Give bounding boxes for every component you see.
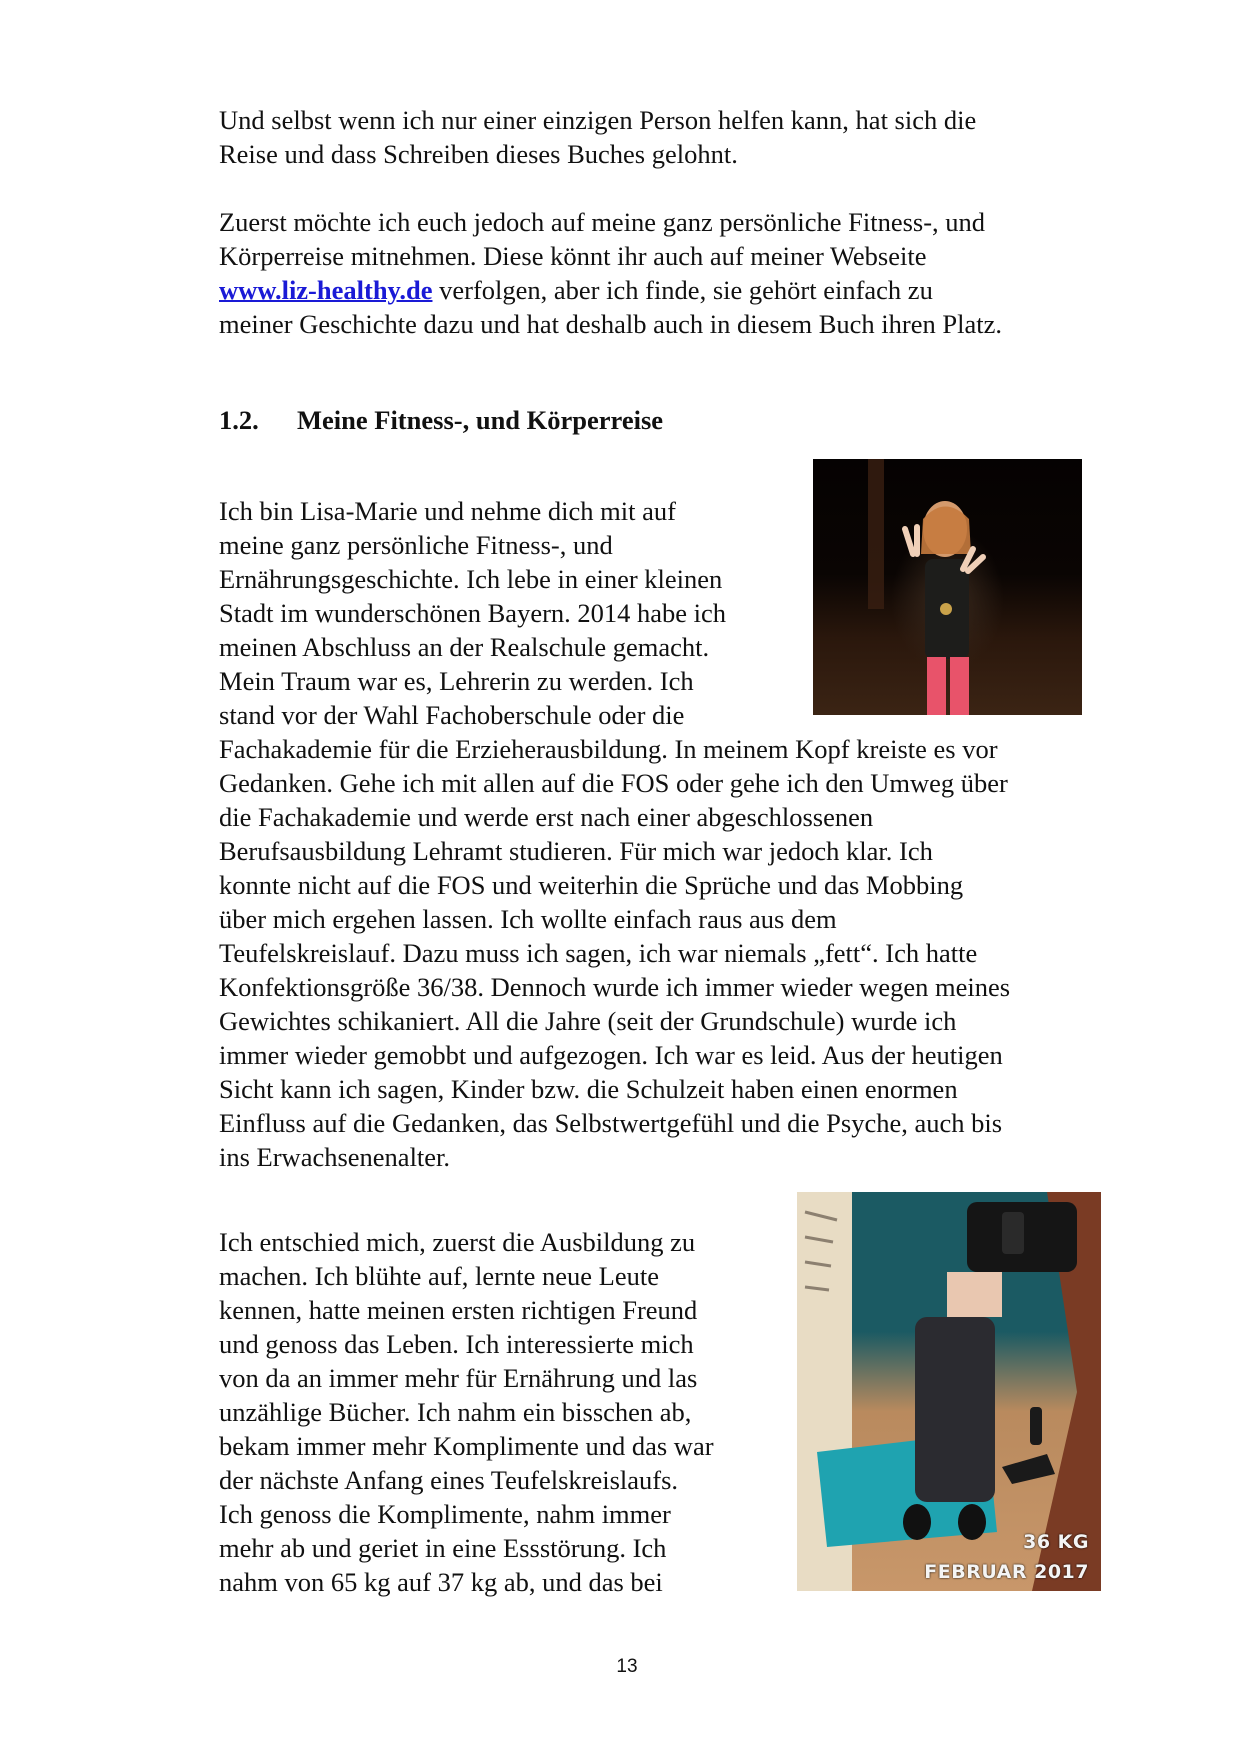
paragraph-line: Gedanken. Gehe ich mit allen auf die FOS oder gehe ich den Umweg über <box>219 768 1008 798</box>
paragraph-line: Gewichtes schikaniert. All die Jahre (seit der Grundschule) wurde ich <box>219 1006 957 1036</box>
paragraph-line: Reise und dass Schreiben dieses Buches gelohnt. <box>219 139 738 169</box>
paragraph-line: die Fachakademie und werde erst nach einer abgeschlossenen <box>219 802 874 832</box>
photo-mirror-selfie <box>797 1192 1101 1591</box>
photo-night-forest <box>813 459 1082 715</box>
paragraph-line: mehr ab und geriet in eine Essstörung. Ich <box>219 1533 667 1563</box>
paragraph-line: ins Erwachsenenalter. <box>219 1142 451 1172</box>
paragraph-line: meinen Abschluss an der Realschule gemacht. <box>219 632 710 662</box>
paragraph-line: Stadt im wunderschönen Bayern. 2014 habe ich <box>219 598 727 628</box>
paragraph-line: Ich genoss die Komplimente, nahm immer <box>219 1499 671 1529</box>
paragraph-line: bekam immer mehr Komplimente und das war <box>219 1431 714 1461</box>
paragraph-line: Zuerst möchte ich euch jedoch auf meine ganz persönliche Fitness-, und <box>219 207 986 237</box>
paragraph-line: Fachakademie für die Erzieherausbildung. In meinem Kopf kreiste es vor <box>219 734 998 764</box>
paragraph-line: Sicht kann ich sagen, Kinder bzw. die Schulzeit haben einen enormen <box>219 1074 958 1104</box>
photo-illustration <box>813 459 1082 715</box>
paragraph-line: kennen, hatte meinen ersten richtigen Freund <box>219 1295 698 1325</box>
paragraph-line: Ernährungsgeschichte. Ich lebe in einer kleinen <box>219 564 723 594</box>
paragraph-line: Ich bin Lisa-Marie und nehme dich mit auf <box>219 496 676 526</box>
paragraph-line: und genoss das Leben. Ich interessierte mich <box>219 1329 694 1359</box>
paragraph-line: Einfluss auf die Gedanken, das Selbstwertgefühl und die Psyche, auch bis <box>219 1108 1003 1138</box>
paragraph-line: Konfektionsgröße 36/38. Dennoch wurde ich immer wieder wegen meines <box>219 972 1011 1002</box>
paragraph-text: verfolgen, aber ich finde, sie gehört einfach zu <box>432 275 933 305</box>
date-overlay-label: FEBRUAR 2017 <box>924 1561 1089 1583</box>
section-title: Meine Fitness-, und Körperreise <box>297 405 664 435</box>
paragraph-line: immer wieder gemobbt und aufgezogen. Ich war es leid. Aus der heutigen <box>219 1040 1003 1070</box>
website-link[interactable]: www.liz-healthy.de <box>219 275 433 305</box>
section-heading <box>219 405 663 436</box>
paragraph-line: Mein Traum war es, Lehrerin zu werden. Ich <box>219 666 694 696</box>
paragraph-line: meine ganz persönliche Fitness-, und <box>219 530 613 560</box>
paragraph-line: über mich ergehen lassen. Ich wollte einfach raus aus dem <box>219 904 837 934</box>
paragraph-line: Ich entschied mich, zuerst die Ausbildung zu <box>219 1227 696 1257</box>
paragraph-line: von da an immer mehr für Ernährung und las <box>219 1363 698 1393</box>
paragraph-line: machen. Ich blühte auf, lernte neue Leute <box>219 1261 659 1291</box>
paragraph-line: Berufsausbildung Lehramt studieren. Für mich war jedoch klar. Ich <box>219 836 933 866</box>
section-number: 1.2. <box>219 405 259 435</box>
paragraph-line: Teufelskreislauf. Dazu muss ich sagen, ich war niemals „fett“. Ich hatte <box>219 938 978 968</box>
weight-overlay-label: 36 KG <box>1023 1531 1089 1553</box>
paragraph-line: Und selbst wenn ich nur einer einzigen Person helfen kann, hat sich die <box>219 105 977 135</box>
paragraph-line: stand vor der Wahl Fachoberschule oder die <box>219 700 685 730</box>
paragraph-line: der nächste Anfang eines Teufelskreislaufs. <box>219 1465 679 1495</box>
page-number: 13 <box>616 1656 638 1677</box>
paragraph-line: nahm von 65 kg auf 37 kg ab, und das bei <box>219 1567 663 1597</box>
paragraph-line: meiner Geschichte dazu und hat deshalb auch in diesem Buch ihren Platz. <box>219 309 1002 339</box>
paragraph-line: Körperreise mitnehmen. Diese könnt ihr auch auf meiner Webseite <box>219 241 927 271</box>
paragraph-line: konnte nicht auf die FOS und weiterhin die Sprüche und das Mobbing <box>219 870 964 900</box>
paragraph-line: unzählige Bücher. Ich nahm ein bisschen ab, <box>219 1397 692 1427</box>
paragraph-line <box>219 273 933 307</box>
